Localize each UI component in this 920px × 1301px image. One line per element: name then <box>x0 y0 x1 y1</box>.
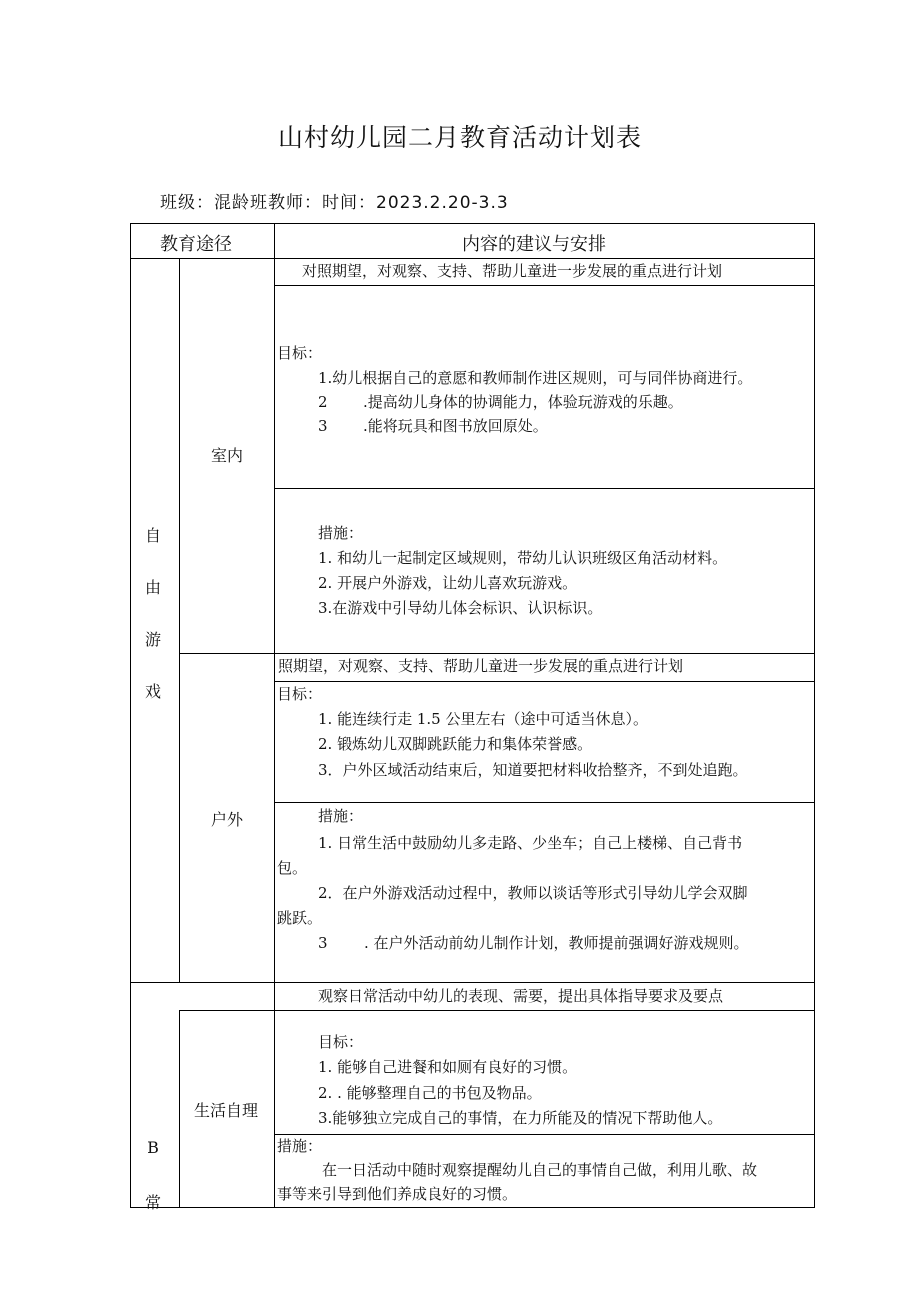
page-title: 山村幼儿园二月教育活动计划表 <box>277 123 642 152</box>
outdoor-goal-3: 3．户外区域活动结束后，知道要把材料收拾整齐，不到处追跑。 <box>318 761 748 779</box>
sub-route-self-care: 生活自理 <box>194 1101 259 1120</box>
outdoor-measure-3-num: 3 <box>318 934 328 952</box>
selfcare-measure-b: 事等来引导到他们养成良好的习惯。 <box>277 1185 518 1203</box>
outdoor-intro: 照期望，对观察、支持、帮助儿童进一步发展的重点进行计划 <box>278 657 684 675</box>
selfcare-goal-2: 2. . 能够整理自己的书包及物品。 <box>318 1084 542 1102</box>
teacher-label: 教师： <box>268 193 322 213</box>
category-free-play <box>143 523 163 731</box>
indoor-goal-3-text: .能将玩具和图书放回原处。 <box>363 417 548 435</box>
indoor-measure-3: 3.在游戏中引导幼儿体会标识、认识标识。 <box>318 599 603 617</box>
daily-intro: 观察日常活动中幼儿的表现、需要，提出具体指导要求及要点 <box>318 987 724 1005</box>
outdoor-measure-2a: 2．在户外游戏活动过程中，教师以谈话等形式引导幼儿学会双脚 <box>318 884 748 902</box>
selfcare-measure-a: 在一日活动中随时观察提醒幼儿自己的事情自己做，利用儿歌、故 <box>322 1161 758 1179</box>
class-label: 班级： <box>160 193 214 213</box>
indoor-measure-1: 1. 和幼儿一起制定区域规则，带幼儿认识班级区角活动材料。 <box>318 549 728 567</box>
category-char: 常 <box>144 1193 161 1212</box>
selfcare-goals-title: 目标： <box>318 1033 364 1051</box>
indoor-goals-title: 目标： <box>277 344 323 362</box>
category-daily <box>143 1138 163 1242</box>
category-char: 由 <box>144 578 161 597</box>
sub-route-outdoor: 户外 <box>211 810 244 829</box>
selfcare-goal-3: 3.能够独立完成自己的事情，在力所能及的情况下帮助他人。 <box>318 1109 723 1127</box>
outdoor-measure-1b: 包。 <box>277 859 308 877</box>
header-route: 教育途径 <box>160 234 232 255</box>
indoor-measure-2: 2. 开展户外游戏，让幼儿喜欢玩游戏。 <box>318 574 578 592</box>
indoor-goal-1: 1.幼儿根据自己的意愿和教师制作进区规则，可与同伴协商进行。 <box>318 369 753 387</box>
outdoor-measure-2b: 跳跃。 <box>277 909 323 927</box>
class-value: 混龄班 <box>214 193 268 213</box>
indoor-goal-2-num: 2 <box>318 393 328 411</box>
category-char: B <box>147 1138 159 1157</box>
time-value: 2023.2.20-3.3 <box>376 193 509 213</box>
category-char: 游 <box>144 630 161 649</box>
header-content: 内容的建议与安排 <box>462 234 606 255</box>
indoor-intro: 对照期望，对观察、支持、帮助儿童进一步发展的重点进行计划 <box>302 262 723 280</box>
indoor-goal-3-num: 3 <box>318 417 328 435</box>
sub-route-indoor: 室内 <box>211 446 244 465</box>
info-line <box>160 188 509 213</box>
outdoor-goal-1: 1. 能连续行走 1.5 公里左右（途中可适当休息）。 <box>318 710 648 728</box>
outdoor-goal-2: 2. 锻炼幼儿双脚跳跃能力和集体荣誉感。 <box>318 735 593 753</box>
indoor-measures-title: 措施： <box>318 524 364 542</box>
selfcare-measures-title: 措施： <box>277 1137 323 1155</box>
outdoor-goals-title: 目标： <box>277 685 323 703</box>
category-char: 自 <box>144 526 161 545</box>
indoor-goal-2-text: .提高幼儿身体的协调能力，体验玩游戏的乐趣。 <box>363 393 683 411</box>
outdoor-measures-title: 措施： <box>318 807 364 825</box>
time-label: 时间： <box>322 193 376 213</box>
selfcare-goal-1: 1. 能够自己进餐和如厕有良好的习惯。 <box>318 1058 578 1076</box>
outdoor-measure-3-text: . 在户外活动前幼儿制作计划，教师提前强调好游戏规则。 <box>364 934 749 952</box>
category-char: 戏 <box>144 682 161 701</box>
outdoor-measure-1a: 1. 日常生活中鼓励幼儿多走路、少坐车；自己上楼梯、自己背书 <box>318 834 743 852</box>
